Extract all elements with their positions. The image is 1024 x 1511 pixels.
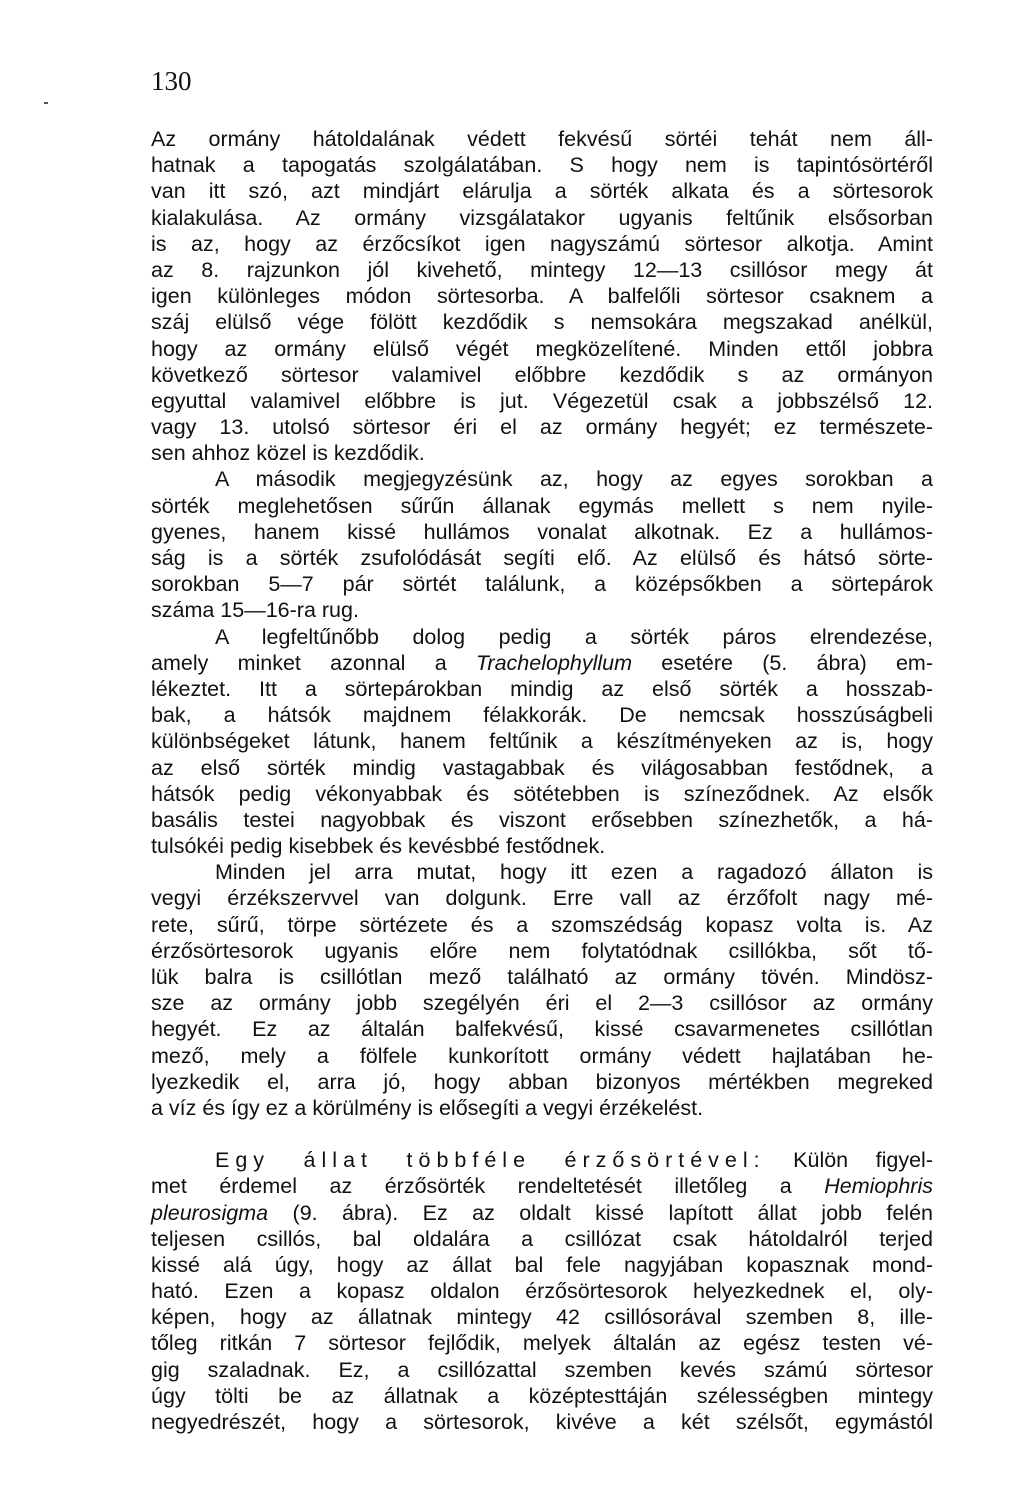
section-gap	[151, 1121, 933, 1147]
text-line: A második megjegyzésünk az, hogy az egyes sorokban a	[215, 467, 933, 492]
text-line: következő sörtesor valamivel előbbre kezdődik s az ormányon	[151, 362, 933, 387]
heading-line-rest: Külön figyel-	[793, 1148, 933, 1173]
text-line: basális testei nagyobbak és viszont erősebben színezhetők, a há-	[151, 807, 933, 832]
text-line: úgy tölti be az állatnak a középtesttáján szélességben mintegy	[151, 1383, 933, 1408]
text-line: van itt szó, azt mindjárt elárulja a sörték alkata és a sörtesorok	[151, 179, 933, 204]
text-line: met érdemel az érzősörték rendeltetését illetőleg a Hemiophris	[151, 1174, 933, 1199]
paragraph-4	[151, 859, 933, 1121]
text-line: hatnak a tapogatás szolgálatában. S hogy nem is tapintósörtéről	[151, 153, 933, 178]
text-line: kissé alá úgy, hogy az állat bal fele nagyjában kopasznak mond-	[151, 1252, 933, 1277]
body-text	[151, 126, 933, 1435]
text-line: rete, sűrű, törpe sörtézete és a szomszédság kopasz volta is. Az	[151, 912, 933, 937]
paragraph-3	[151, 624, 933, 860]
text-line: érzősörtesorok ugyanis előre nem folytatódnak csillókba, sőt tő-	[151, 938, 933, 963]
text-line: kialakulása. Az ormány vizsgálatakor ugyanis feltűnik elsősorban	[151, 205, 933, 230]
text-line: ható. Ezen a kopasz oldalon érzősörtesorok helyezkednek el, oly-	[151, 1279, 933, 1304]
text-line	[151, 1147, 933, 1173]
text-line: negyedrészét, hogy a sörtesorok, kivéve a két szélsőt, egymástól	[151, 1410, 933, 1434]
text-line: hogy az ormány elülső végét megközelítené. Minden ettől jobbra	[151, 336, 933, 361]
text-line: az 8. rajzunkon jól kivehető, mintegy 12—13 csillósor megy át	[151, 257, 933, 282]
section-heading: Egy állat többféle érzősörtével:	[215, 1148, 766, 1173]
text-line: hátsók pedig vékonyabbak és sötétebben is színeződnek. Az elsők	[151, 781, 933, 806]
text-line: gyenes, hanem kissé hullámos vonalat alkotnak. Ez a hullámos-	[151, 519, 933, 544]
text-line: különbségeket látunk, hanem feltűnik a készítményeken az is, hogy	[151, 729, 933, 754]
text-line: bak, a hátsók majdnem félakkorák. De nemcsak hosszúságbeli	[151, 703, 933, 728]
paragraph-5	[151, 1147, 933, 1435]
text-line: képen, hogy az állatnak mintegy 42 csillósorával szemben 8, ille-	[151, 1305, 933, 1330]
text-line: sen ahhoz közel is kezdődik.	[151, 441, 425, 466]
text-line: a víz és így ez a körülmény is elősegíti a vegyi érzékelést.	[151, 1095, 704, 1120]
text-line: mező, mely a fölfele kunkorított ormány védett hajlatában he-	[151, 1043, 933, 1068]
paragraph-1	[151, 126, 933, 466]
text-line: egyuttal valamivel előbbre is jut. Végezetül csak a jobbszélső 12.	[151, 388, 933, 413]
text-line: lékeztet. Itt a sörtepárokban mindig az első sörték a hosszab-	[151, 676, 933, 701]
text-line: amely minket azonnal a Trachelophyllum esetére (5. ábra) em-	[151, 650, 933, 675]
text-line: sze az ormány jobb szegélyén éri el 2—3 csillósor az ormány	[151, 991, 933, 1016]
text-line: az első sörték mindig vastagabbak és világosabban festődnek, a	[151, 755, 933, 780]
paragraph-2	[151, 466, 933, 623]
text-line: is az, hogy az érzőcsíkot igen nagyszámú sörtesor alkotja. Amint	[151, 231, 933, 256]
text-line: vegyi érzékszervvel van dolgunk. Erre vall az érzőfolt nagy mé-	[151, 886, 933, 911]
text-line: lük balra is csillótlan mező található az ormány tövén. Mindösz-	[151, 965, 933, 989]
text-line: száma 15—16-ra rug.	[151, 598, 359, 623]
scan-mark	[44, 102, 48, 104]
text-line: ság is a sörték zsufolódását segíti elő. Az elülső és hátsó sörte-	[151, 546, 933, 570]
text-line: tulsókéi pedig kisebbek és kevésbbé festődnek.	[151, 834, 606, 859]
text-line: lyezkedik el, arra jó, hogy abban bizonyos mértékben megreked	[151, 1069, 933, 1094]
text-line: vagy 13. utolsó sörtesor éri el az ormány hegyét; ez természete-	[151, 415, 933, 440]
text-line: gig szaladnak. Ez, a csillózattal szemben kevés számú sörtesor	[151, 1357, 933, 1382]
text-line: Az ormány hátoldalának védett fekvésű sörtéi tehát nem áll-	[151, 127, 933, 151]
text-line: sorokban 5—7 pár sörtét találunk, a középsőkben a sörtepárok	[151, 572, 933, 597]
text-line: teljesen csillós, bal oldalára a csillózat csak hátoldalról terjed	[151, 1226, 933, 1251]
page-number: 130	[151, 66, 192, 96]
text-line: hegyét. Ez az általán balfekvésű, kissé csavarmenetes csillótlan	[151, 1017, 933, 1042]
text-line: pleurosigma (9. ábra). Ez az oldalt kissé lapított állat jobb felén	[151, 1200, 933, 1225]
text-line: tőleg ritkán 7 sörtesor fejlődik, melyek általán az egész testen vé-	[151, 1331, 933, 1356]
text-line: száj elülső vége fölött kezdődik s nemsokára megszakad anélkül,	[151, 310, 933, 335]
text-line: sörték meglehetősen sűrűn állanak egymás mellett s nem nyile-	[151, 493, 933, 518]
text-line: igen különleges módon sörtesorba. A balfelőli sörtesor csaknem a	[151, 284, 933, 309]
text-line: Minden jel arra mutat, hogy itt ezen a ragadozó állaton is	[215, 860, 933, 885]
text-line: A legfeltűnőbb dolog pedig a sörték páros elrendezése,	[215, 624, 933, 649]
